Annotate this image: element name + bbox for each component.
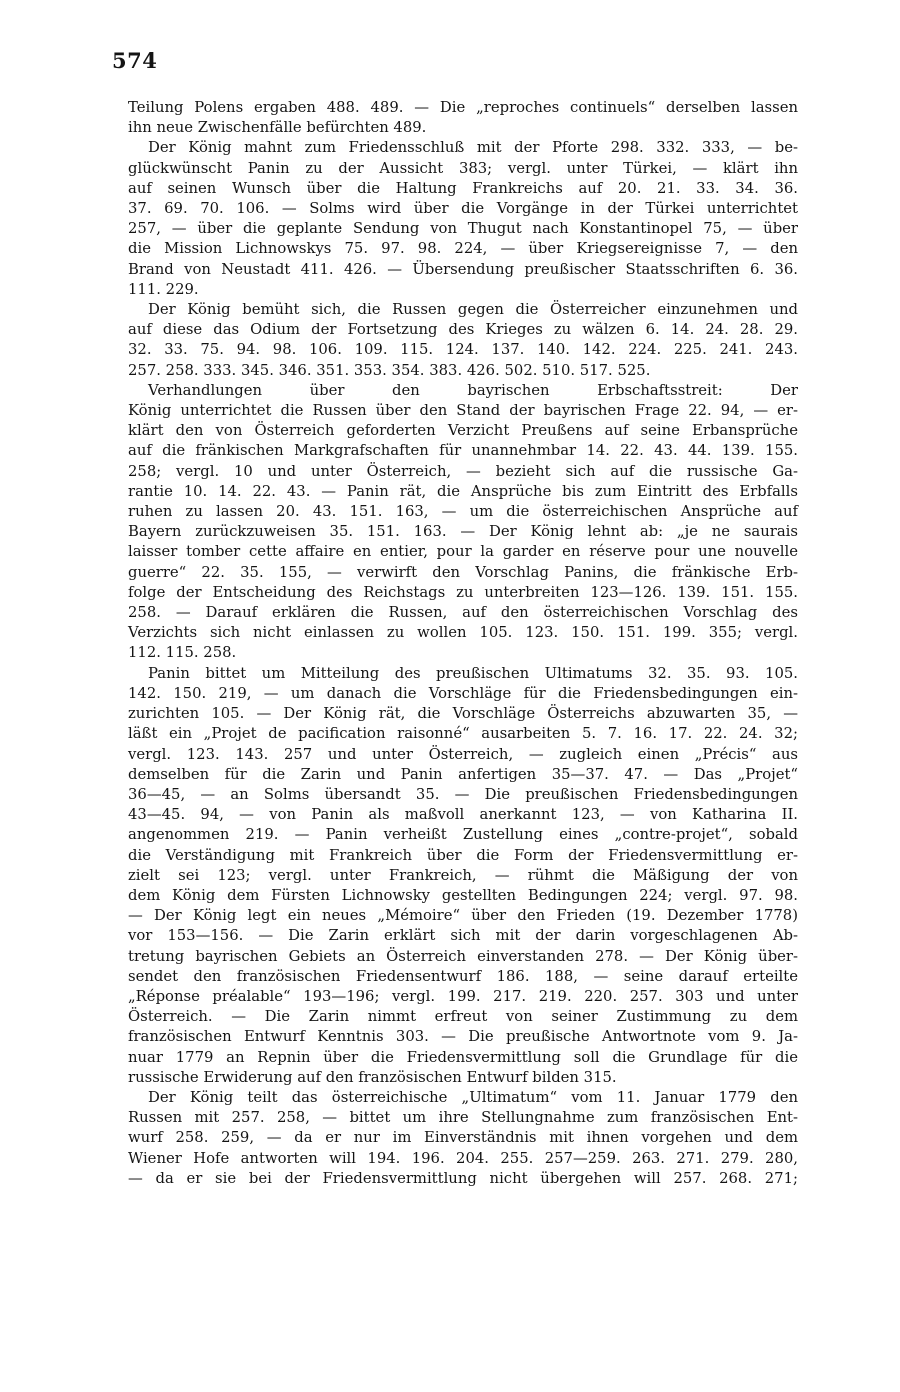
text-line: auf seinen Wunsch über die Haltung Frankreichs auf 20. 21. 33. 34. 36. — [128, 179, 798, 197]
text-line: 142. 150. 219, — um danach die Vorschläge für die Friedensbedingungen ein- — [128, 684, 798, 702]
text-line: tretung bayrischen Gebiets an Österreich einverstanden 278. — Der König über- — [128, 947, 798, 965]
text-line: 257. 258. 333. 345. 346. 351. 353. 354. 383. 426. 502. 510. 517. 525. — [128, 361, 651, 379]
text-line: 36—45, — an Solms übersandt 35. — Die preußischen Friedensbedingungen — [128, 785, 798, 803]
paragraph — [128, 381, 798, 664]
text-line: König unterrichtet die Russen über den Stand der bayrischen Frage 22. 94, — er- — [128, 402, 798, 420]
text-line: Der König teilt das österreichische „Ultimatum“ vom 11. Januar 1779 den — [148, 1088, 798, 1106]
text-line: auf die fränkischen Markgrafschaften für unannehmbar 14. 22. 43. 44. 139. 155. — [128, 442, 798, 460]
text-line: zurichten 105. — Der König rät, die Vorschläge Österreichs abzuwarten 35, — — [128, 705, 798, 723]
text-line: die Verständigung mit Frankreich über die Form der Friedensvermittlung er- — [128, 846, 798, 864]
paragraph — [128, 1088, 798, 1189]
text-line: Bayern zurückzuweisen 35. 151. 163. — Der König lehnt ab: „je ne saurais — [128, 523, 798, 541]
text-line: ruhen zu lassen 20. 43. 151. 163, — um die österreichischen Ansprüche auf — [128, 503, 798, 521]
text-line: guerre“ 22. 35. 155, — verwirft den Vorschlag Panins, die fränkische Erb- — [128, 563, 798, 581]
text-line: 32. 33. 75. 94. 98. 106. 109. 115. 124. 137. 140. 142. 224. 225. 241. 243. — [128, 341, 798, 359]
text-line: 111. 229. — [128, 280, 199, 298]
text-line: „Réponse préalable“ 193—196; vergl. 199. 217. 219. 220. 257. 303 und unter — [128, 987, 798, 1005]
text-line: rantie 10. 14. 22. 43. — Panin rät, die Ansprüche bis zum Eintritt des Erbfalls — [128, 482, 798, 500]
page-number: 574 — [112, 48, 158, 73]
text-line: angenommen 219. — Panin verheißt Zustellung eines „contre-projet“, sobald — [128, 826, 798, 844]
text-line: Brand von Neustadt 411. 426. — Übersendung preußischer Staatsschriften 6. 36. — [128, 260, 798, 278]
text-line: klärt den von Österreich geforderten Verzicht Preußens auf seine Erbansprüche — [128, 422, 798, 440]
text-line: glückwünscht Panin zu der Aussicht 383; vergl. unter Türkei, — klärt ihn — [128, 159, 798, 177]
text-line: ihn neue Zwischenfälle befürchten 489. — [128, 119, 427, 137]
text-line: wurf 258. 259, — da er nur im Einverständnis mit ihnen vorgehen und dem — [128, 1129, 798, 1147]
text-line: Russen mit 257. 258, — bittet um ihre Stellungnahme zum französischen Ent- — [128, 1109, 798, 1127]
text-line: französischen Entwurf Kenntnis 303. — Die preußische Antwortnote vom 9. Ja- — [128, 1028, 798, 1046]
text-line: folge der Entscheidung des Reichstags zu unterbreiten 123—126. 139. 151. 155. — [128, 583, 798, 601]
text-line: 258; vergl. 10 und unter Österreich, — bezieht sich auf die russische Ga- — [128, 462, 798, 480]
paragraph — [128, 98, 798, 138]
text-line: zielt sei 123; vergl. unter Frankreich, — rühmt die Mäßigung der von — [128, 866, 798, 884]
text-line: die Mission Lichnowskys 75. 97. 98. 224, — über Kriegsereignisse 7, — den — [128, 240, 798, 258]
text-line: nuar 1779 an Repnin über die Friedensvermittlung soll die Grundlage für die — [128, 1048, 798, 1066]
text-line: Verhandlungen über den bayrischen Erbschaftsstreit: Der — [148, 381, 798, 399]
text-line: laisser tomber cette affaire en entier, pour la garder en réserve pour une nouvelle — [128, 543, 798, 561]
text-line: vergl. 123. 143. 257 und unter Österreich, — zugleich einen „Précis“ aus — [128, 745, 798, 763]
text-line: vor 153—156. — Die Zarin erklärt sich mit der darin vorgeschlagenen Ab- — [128, 927, 798, 945]
text-line: Wiener Hofe antworten will 194. 196. 204. 255. 257—259. 263. 271. 279. 280, — [128, 1149, 798, 1167]
text-line: 37. 69. 70. 106. — Solms wird über die Vorgänge in der Türkei unterrichtet — [128, 200, 798, 218]
text-line: auf diese das Odium der Fortsetzung des Krieges zu wälzen 6. 14. 24. 28. 29. — [128, 321, 798, 339]
text-line: 257, — über die geplante Sendung von Thugut nach Konstantinopel 75, — über — [128, 220, 798, 238]
text-line: 112. 115. 258. — [128, 644, 237, 662]
text-line: Der König mahnt zum Friedensschluß mit der Pforte 298. 332. 333, — be- — [148, 139, 798, 157]
text-line: russische Erwiderung auf den französischen Entwurf bilden 315. — [128, 1068, 617, 1086]
index-text — [128, 98, 798, 1189]
text-line: Teilung Polens ergaben 488. 489. — Die „reproches continuels“ derselben lassen — [128, 99, 798, 116]
paragraph — [128, 300, 798, 381]
text-line: — da er sie bei der Friedensvermittlung nicht übergehen will 257. 268. 271; — [128, 1169, 798, 1187]
text-line: Verzichts sich nicht einlassen zu wollen 105. 123. 150. 151. 199. 355; vergl. — [128, 624, 798, 642]
text-line: läßt ein „Projet de pacification raisonné“ ausarbeiten 5. 7. 16. 17. 22. 24. 32; — [128, 725, 798, 743]
text-line: — Der König legt ein neues „Mémoire“ über den Frieden (19. Dezember 1778) — [128, 907, 798, 925]
text-line: 43—45. 94, — von Panin als maßvoll anerkannt 123, — von Katharina II. — [128, 806, 798, 824]
paragraph — [128, 664, 798, 1088]
text-line: Der König bemüht sich, die Russen gegen die Österreicher einzunehmen und — [148, 301, 798, 319]
text-line: Österreich. — Die Zarin nimmt erfreut von seiner Zustimmung zu dem — [128, 1008, 798, 1026]
text-line: Panin bittet um Mitteilung des preußischen Ultimatums 32. 35. 93. 105. — [148, 664, 798, 682]
paragraph — [128, 138, 798, 300]
text-line: 258. — Darauf erklären die Russen, auf den österreichischen Vorschlag des — [128, 604, 798, 622]
text-line: sendet den französischen Friedensentwurf 186. 188, — seine darauf erteilte — [128, 967, 798, 985]
text-line: demselben für die Zarin und Panin anfertigen 35—37. 47. — Das „Projet“ — [128, 765, 798, 783]
text-line: dem König dem Fürsten Lichnowsky gestellten Bedingungen 224; vergl. 97. 98. — [128, 886, 798, 904]
